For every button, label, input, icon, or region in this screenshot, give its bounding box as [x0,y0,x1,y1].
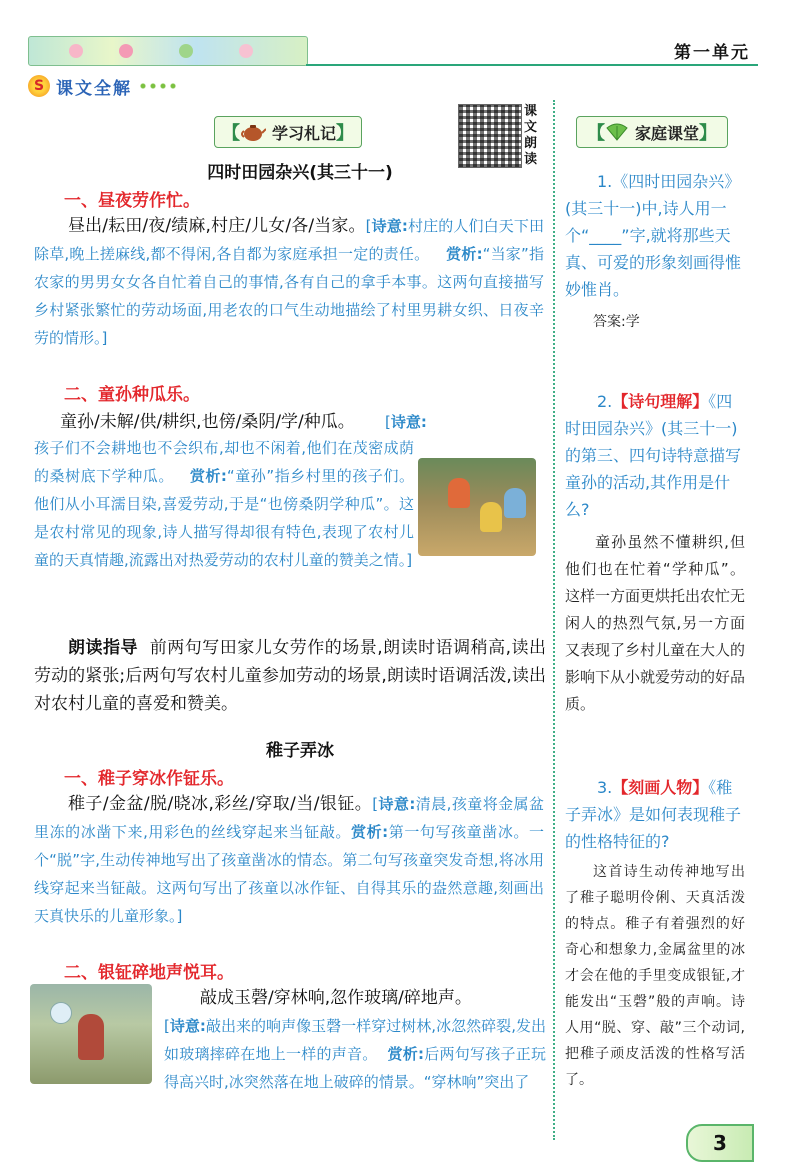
question-2-text [565,388,745,523]
yiyi-tag: 诗意: [371,217,408,235]
bracket-right-icon: 】 [336,123,354,144]
bracket-left-icon: 【 [221,123,240,144]
page-number: 3 [686,1124,754,1162]
fan-icon [605,122,629,142]
child-figure [78,1014,104,1060]
poem1-line-1: 昼出/耘田/夜/绩麻,村庄/儿女/各/当家。 [68,216,366,236]
poem2-shangxi-2: 后两句写孩子正玩得高兴时,冰突然落在地上破碎的情景。“穿林响”突出了 [164,1045,546,1091]
shangxi-tag: 赏析: [446,245,483,263]
poem1-subheading-2: 二、童孙种瓜乐。 [64,385,200,405]
poem2-subheading-1: 一、稚子穿冰作钲乐。 [64,769,234,789]
header-divider [306,64,758,66]
header-banner [28,36,308,66]
poem1-section-1 [34,212,544,352]
poem1-note-2 [34,434,414,574]
poem2-line-1: 稚子/金盆/脱/晓冰,彩丝/穿取/当/银钲。 [68,794,373,814]
study-notes-header [214,116,362,148]
lotus-icon [239,44,253,58]
answer-1-text: 学 [625,314,640,330]
poem1-subheading-1: 一、昼夜劳作忙。 [64,191,200,211]
qr-label: 课文朗读 [524,104,538,167]
shangxi-tag: 赏析: [351,823,389,841]
poem1-line-2: 童孙/未解/供/耕织,也傍/桑阴/学/种瓜。 [60,412,355,432]
question-3-number: 3. [597,778,613,797]
lotus-icon [69,44,83,58]
bracket-open: [ [372,795,379,813]
shangxi-tag: 赏析: [387,1045,424,1063]
family-class-label: 家庭课堂 [634,123,699,143]
reading-guide [34,634,546,718]
sun-icon: S [28,75,50,97]
dots-decoration [138,82,178,90]
bracket-right-icon: 】 [699,123,717,144]
yiyi-tag: 诗意: [390,413,427,431]
section-badge [28,72,178,100]
poem1-yiyi-2: 孩子们不会耕地也不会织布,却也不闲着,他们在茂密成荫的桑树底下学种瓜。 [34,439,414,485]
question-1-text: 1.《四时田园杂兴》(其三十一)中,诗人用一个“____”字,就将那些天真、可爱的形象刻画得惟妙惟肖。 [565,172,742,299]
yiyi-tag: 诗意: [378,795,416,813]
question-3 [565,774,745,1093]
poem2-title: 稚子弄冰 [266,741,334,761]
child-with-ice-illustration [30,984,152,1084]
children-planting-illustration [418,458,536,556]
poem1-title: 四时田园杂兴(其三十一) [207,163,393,183]
child-figure [480,502,502,532]
poem2-note-2 [164,1012,546,1096]
lotus-icon [119,44,133,58]
column-divider [553,100,555,1140]
question-3-tag: 【刻画人物】 [612,778,709,797]
question-1 [565,168,745,335]
yiyi-tag: 诗意: [169,1017,206,1035]
poem1-shangxi-2: “童孙”指乡村里的孩子们。他们从小耳濡目染,喜爱劳动,于是“也傍桑阴学种瓜”。这是农村常见的现象,诗人描写得却很有特色,表现了农村儿童的天真情趣,流露出对热爱劳动的农村儿童的赞美之情。] [34,467,414,569]
answer-2-text: 童孙虽然不懂耕织,但他们也在忙着“学种瓜”。这样一方面更烘托出农忙无闲人的热烈气氛,另一方面又表现了乡村儿童在大人的影响下从小就爱劳动的好品质。 [565,533,746,713]
answer-1 [565,309,745,335]
answer-label: 答案: [593,314,626,330]
section-title: 课文全解 [56,78,132,99]
poem1-shangxi-1: “当家”指农家的男男女女各自忙着自己的事情,各有自己的拿手本事。这两句直接描写乡村紧张繁忙的劳动场面,用老农的口气生动地描绘了村里男耕女织、日夜辛劳的情形。] [34,245,545,347]
poem2-yiyi-2: 敲出来的响声像玉磬一样穿过树林,冰忽然碎裂,发出如玻璃摔碎在地上一样的声音。 [164,1017,547,1063]
shangxi-tag: 赏析: [189,467,227,485]
question-3-body: 《稚子弄冰》是如何表现稚子的性格特征的? [565,778,742,851]
family-class-header [576,116,728,148]
question-2-number: 2. [597,392,613,411]
poem2-line-2: 敲成玉磬/穿林响,忽作玻璃/碎地声。 [200,988,472,1008]
question-2 [565,388,745,718]
question-3-text [565,774,745,855]
child-figure [504,488,526,518]
poem2-section-1 [34,790,544,930]
poem2-shangxi-1: 第一句写孩童凿冰。一个“脱”字,生动传神地写出了孩童凿冰的情态。第二句写孩童突发奇想,将冰用线穿起来当钲敲。这两句写出了孩童以冰作钲、自得其乐的盎然意趣,刻画出天真快乐的儿童形象。] [34,823,544,925]
poem2-yiyi-1: 清晨,孩童将金属盆里冻的冰凿下来,用彩色的丝线穿起来当钲敲。 [34,795,544,841]
bracket-left-icon: 【 [586,123,605,144]
study-notes-label: 学习札记 [271,123,336,143]
question-2-body: 《四时田园杂兴》(其三十一)的第三、四句诗特意描写童孙的活动,其作用是什么? [565,392,742,519]
reading-guide-text: 前两句写田家儿女劳作的场景,朗读时语调稍高,读出劳动的紧张;后两句写农村儿童参加劳动的场景,朗读时语调活泼,读出对农村儿童的喜爱和赞美。 [34,638,547,714]
answer-3-text: 这首诗生动传神地写出了稚子聪明伶俐、天真活泼的特点。稚子有着强烈的好奇心和想象力,金属盆里的冰才会在他的手里变成银钲,才能发出“玉磬”般的声响。诗人用“脱、穿、敲”三个动词,把稚子顽皮活泼的性格写活了。 [565,864,745,1088]
child-figure [448,478,470,508]
bracket-open: [ [365,217,372,235]
poem2-subheading-2: 二、银钲碎地声悦耳。 [64,963,234,983]
ice-disc-icon [50,1002,72,1024]
bracket-open: [ [385,413,391,431]
leaf-icon [179,44,193,58]
qr-code[interactable] [458,104,522,168]
poem1-yiyi-1: 村庄的人们白天下田除草,晚上搓麻线,都不得闲,各自都为家庭承担一定的责任。 [34,217,544,263]
question-2-tag: 【诗句理解】 [612,392,709,411]
bracket-open: [ [164,1017,170,1035]
unit-title: 第一单元 [674,43,750,63]
poem1-note-2-head [385,408,545,436]
teapot-icon [240,122,266,142]
reading-guide-label: 朗读指导 [68,638,138,658]
